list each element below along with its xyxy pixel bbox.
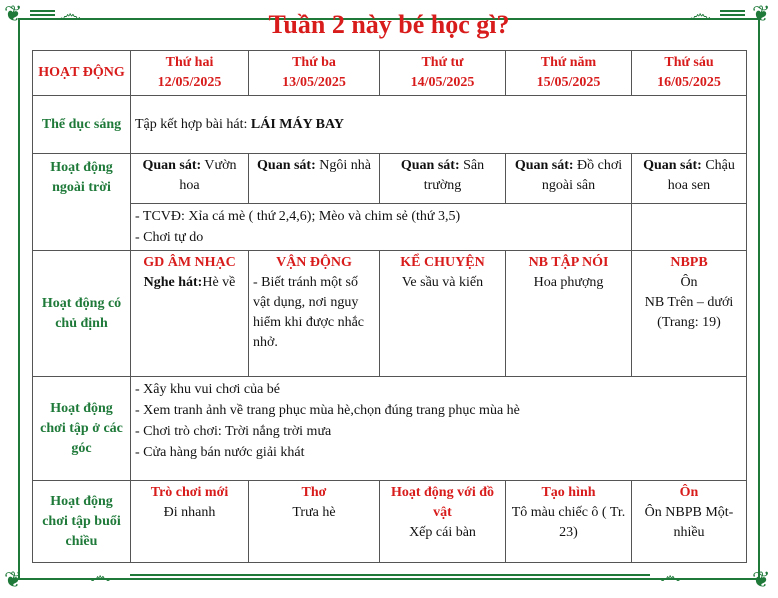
header-day: Thứ năm 15/05/2025 bbox=[506, 51, 632, 96]
page-title: Tuần 2 này bé học gì? bbox=[268, 10, 510, 39]
table-row bbox=[33, 154, 747, 204]
cell: KỂ CHUYỆN Ve sầu và kiến bbox=[380, 251, 506, 377]
cell: NB TẬP NÓI Hoa phượng bbox=[506, 251, 632, 377]
bottom-border-line bbox=[130, 574, 650, 580]
cell: - Xây khu vui chơi của bé - Xem tranh ảnh về trang phục mùa hè,chọn đúng trang phục mùa hè - Chơi trò chơi: Trời nắng trời mưa - Cửa hàng bán nước giải khát bbox=[131, 377, 747, 481]
cell: NBPB Ôn NB Trên – dưới (Trang: 19) bbox=[632, 251, 747, 377]
cell: VẬN ĐỘNG - Biết tránh một số vật dụng, nơi nguy hiểm khi được nhắc nhở. bbox=[249, 251, 380, 377]
cell: Quan sát: Đồ chơi ngoài sân bbox=[506, 154, 632, 204]
cell: Quan sát: Sân trường bbox=[380, 154, 506, 204]
row-label: Thể dục sáng bbox=[33, 96, 131, 154]
cell: - TCVĐ: Xỉa cá mè ( thứ 2,4,6); Mèo và chim sẻ (thứ 3,5) - Chơi tự do bbox=[131, 204, 632, 251]
row-label: Hoạt động chơi tập buổi chiều bbox=[33, 481, 131, 563]
cell: Hoạt động với đồ vật Xếp cái bàn bbox=[380, 481, 506, 563]
curl-ornament-icon: ෴ bbox=[60, 2, 81, 27]
header-activity: HOẠT ĐỘNG bbox=[33, 51, 131, 96]
row-label: Hoạt động chơi tập ở các góc bbox=[33, 377, 131, 481]
corner-ornament-icon: ❦ bbox=[752, 568, 771, 593]
table-row bbox=[33, 204, 747, 251]
cell: Quan sát: Chậu hoa sen bbox=[632, 154, 747, 204]
header-day: Thứ ba 13/05/2025 bbox=[249, 51, 380, 96]
corner-ornament-icon: ❦ bbox=[4, 568, 23, 593]
cell: GD ÂM NHẠC Nghe hát:Hè về bbox=[131, 251, 249, 377]
table-row bbox=[33, 251, 747, 377]
cell: Ôn Ôn NBPB Một-nhiều bbox=[632, 481, 747, 563]
corner-ornament-icon: ❦ bbox=[752, 2, 771, 27]
header-day: Thứ tư 14/05/2025 bbox=[380, 51, 506, 96]
curl-ornament-icon: ෴ bbox=[90, 564, 111, 589]
row-label: Hoạt động ngoài trời bbox=[33, 154, 131, 251]
cell: Tạo hình Tô màu chiếc ô ( Tr. 23) bbox=[506, 481, 632, 563]
table-row bbox=[33, 481, 747, 563]
header-row bbox=[33, 51, 747, 96]
curl-ornament-icon: ෴ bbox=[690, 2, 711, 27]
curl-ornament-icon: ෴ bbox=[660, 564, 681, 589]
table-row bbox=[33, 377, 747, 481]
header-day: Thứ hai 12/05/2025 bbox=[131, 51, 249, 96]
cell: Trò chơi mới Đi nhanh bbox=[131, 481, 249, 563]
schedule-table bbox=[32, 50, 747, 563]
row-label: Hoạt động có chủ định bbox=[33, 251, 131, 377]
corner-ornament-icon: ❦ bbox=[4, 2, 23, 27]
cell: Thơ Trưa hè bbox=[249, 481, 380, 563]
table-row bbox=[33, 96, 747, 154]
cell: Tập kết hợp bài hát: LÁI MÁY BAY bbox=[131, 96, 747, 154]
header-day: Thứ sáu 16/05/2025 bbox=[632, 51, 747, 96]
cell bbox=[632, 204, 747, 251]
cell: Quan sát: Ngôi nhà bbox=[249, 154, 380, 204]
cell: Quan sát: Vườn hoa bbox=[131, 154, 249, 204]
